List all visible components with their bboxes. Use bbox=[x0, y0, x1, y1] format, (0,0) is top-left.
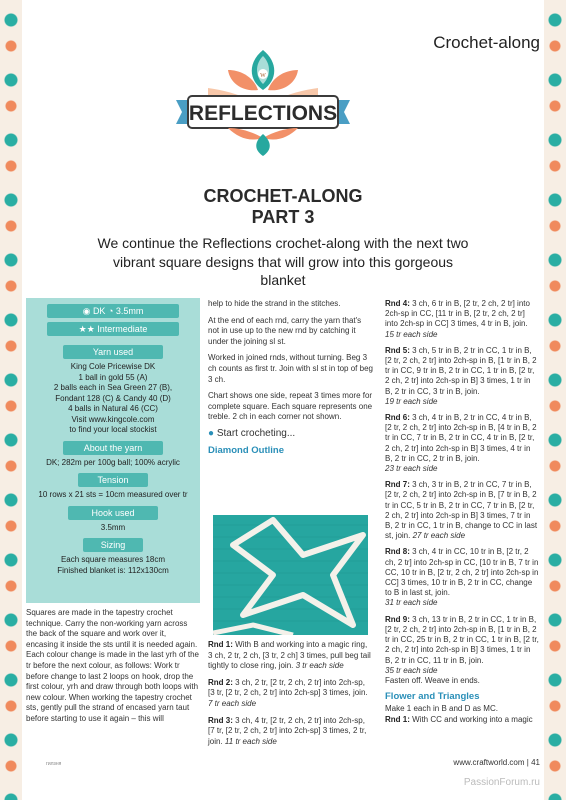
round-9: Rnd 9: 3 ch, 13 tr in B, 2 tr in CC, 1 tr in B, [2 tr, 2 ch, 2 tr] into 2ch-sp in B, [1 tr in B, 2 tr in CC, 25 tr in B, 2 tr in CC, 1 tr in B, [2 tr, 2 ch, 2 tr] into 2ch-sp in B] 3 times, 1 tr in B, 2 tr in CC, 11 tr in B, join. 35 tr each side Fasten off. Weave in ends. bbox=[385, 614, 539, 685]
dk-label: DK bbox=[92, 306, 106, 316]
sizing-line: Finished blanket is: 112x130cm bbox=[57, 565, 169, 575]
column-1 bbox=[26, 608, 200, 731]
column-2 bbox=[208, 299, 373, 462]
level-pill: ★★ Intermediate bbox=[47, 322, 179, 336]
technique-paragraph: Squares are made in the tapestry crochet technique. Carry the non-working yarn across the back of the square and work over it, encasing it inside the sts until it is needed again. Each colour change is made in the last yrh of the tr before the next colour, as follows: Work tr before change to last 2 loops on hook, drop the first colour, yrh and draw through both loops with new colour. When working the tapestry crochet sts, gently pull the strand of encased yarn taut before starting to use it again – this will bbox=[26, 608, 199, 723]
yarn-list bbox=[26, 362, 200, 436]
paragraph: help to hide the strand in the stitches. bbox=[208, 299, 341, 308]
paragraph: Chart shows one side, repeat 3 times more for complete square. Each square represents one treble. 2 ch in each corner not shown. bbox=[208, 391, 373, 422]
page-footer: www.craftworld.com | 41 bbox=[453, 758, 540, 767]
about-yarn-heading: About the yarn bbox=[63, 441, 163, 455]
paragraph: Worked in joined rnds, without turning. Beg 3 ch counts as first tr. Join with sl st in top of beg 3 ch. bbox=[208, 353, 373, 384]
round-1: Rnd 1: With B and working into a magic ring, 3 ch, 2 tr, 2 ch, [3 tr, 2 ch] 3 times, pull beg tail tightly to close ring, join. 3 tr each side bbox=[208, 640, 371, 671]
decorative-border-right bbox=[544, 0, 566, 800]
round-4: Rnd 4: 3 ch, 6 tr in B, [2 tr, 2 ch, 2 tr] into 2ch-sp in CC, [11 tr in B, [2 tr, 2 ch, 2 tr] into 2ch-sp in CC] 3 times, 4 tr in B, join. 15 tr each side bbox=[385, 299, 530, 339]
yarn-line: Visit www.kingcole.com bbox=[71, 414, 155, 424]
yarn-used-heading: Yarn used bbox=[63, 345, 163, 359]
start-crocheting: ● Start crocheting... bbox=[208, 427, 296, 439]
footer-left-text: гилзня bbox=[46, 761, 62, 767]
section-label: Crochet-along bbox=[433, 33, 540, 52]
round-8: Rnd 8: 3 ch, 4 tr in CC, 10 tr in B, [2 tr, 2 ch, 2 tr] into 2ch-sp in CC, [10 tr in B, 7 tr in CC, 10 tr in B, [2 tr, 2 ch, 2 tr] into 2ch-sp in CC] 3 times, 10 tr in B, 2 tr in CC, change to B in last st, join. 31 tr each side bbox=[385, 547, 539, 608]
hook-size-label: 3.5mm bbox=[115, 306, 144, 316]
paragraph: At the end of each rnd, carry the yarn that's not in use up to the new rnd by catching it under the joining sl st. bbox=[208, 315, 362, 346]
yarn-line: King Cole Pricewise DK bbox=[70, 362, 156, 371]
page-number: 41 bbox=[531, 758, 540, 767]
intro-text: We continue the Reflections crochet-along with the next two vibrant square designs that will grow into this gorgeous blanket bbox=[97, 235, 469, 288]
column-2-rounds bbox=[208, 640, 373, 753]
yarn-line: 1 ball in gold 55 (A) bbox=[78, 372, 148, 382]
yarn-line: 4 balls in Natural 46 (CC) bbox=[68, 404, 158, 413]
sizing-line: Each square measures 18cm bbox=[60, 555, 166, 564]
hook-icon: ◔ bbox=[107, 306, 114, 316]
title-line2: PART 3 bbox=[251, 207, 315, 227]
hook-used-text: 3.5mm bbox=[100, 522, 126, 532]
round-5: Rnd 5: 3 ch, 5 tr in B, 2 tr in CC, 1 tr in B, [2 tr, 2 ch, 2 tr] into 2ch-sp in B, [1 tr in B, 2 tr in CC, 9 tr in B, 2 tr in CC, 1 tr in B, [2 tr, 2 ch, 2 tr] into 2ch-sp in B] 3 times, 1 tr in B, 2 tr in CC, 3 tr in B, join. 19 tr each side bbox=[385, 345, 537, 406]
yarn-line: to find your local stockist bbox=[69, 425, 157, 434]
yarn-info-panel bbox=[26, 298, 200, 603]
dk-hook-pill bbox=[47, 304, 179, 318]
flower-round-1: Rnd 1: With CC and working into a magic bbox=[385, 714, 533, 724]
reflections-logo bbox=[168, 42, 358, 157]
logo-wordmark: REFLECTIONS bbox=[188, 102, 338, 125]
svg-text:W: W bbox=[260, 73, 266, 79]
article-title bbox=[0, 186, 566, 228]
about-yarn-text: DK; 282m per 100g ball; 100% acrylic bbox=[46, 457, 180, 467]
title-line1: CROCHET-ALONG bbox=[203, 186, 363, 206]
round-7: Rnd 7: 3 ch, 3 tr in B, 2 tr in CC, 7 tr in B, [2 tr, 2 ch, 2 tr] into 2ch-sp in B, [7 tr in B, 2 tr in CC, 5 tr in B, 2 tr in CC, 7 tr in B, [2 tr, 2 ch, 2 tr] into 2ch-sp in B] 3 times, 7 tr in B, 2 tr in CC, 1 tr in B, change to CC in last st, join. 27 tr each side bbox=[385, 480, 538, 541]
tension-text: 10 rows x 21 sts = 10cm measured over tr bbox=[38, 490, 188, 499]
watermark: PassionForum.ru bbox=[463, 777, 540, 788]
yarn-line: 2 balls each in Sea Green 27 (B), bbox=[53, 383, 173, 392]
hook-used-heading: Hook used bbox=[68, 506, 158, 520]
decorative-border-left bbox=[0, 0, 22, 800]
round-3: Rnd 3: 3 ch, 4 tr, [2 tr, 2 ch, 2 tr] into 2ch-sp, [7 tr, [2 tr, 2 ch, 2 tr] into 2ch-sp] 3 times, 2 tr, join. 11 tr each side bbox=[208, 715, 367, 746]
yarn-line: Fondant 128 (C) & Candy 40 (D) bbox=[55, 393, 171, 403]
flower-triangles-heading: Flower and Triangles bbox=[385, 691, 480, 703]
diamond-outline-heading: Diamond Outline bbox=[208, 444, 284, 456]
yarn-ball-icon: ◉ bbox=[82, 306, 91, 316]
footer-url: www.craftworld.com bbox=[453, 758, 525, 767]
diamond-square-photo bbox=[213, 515, 368, 635]
column-3 bbox=[385, 299, 540, 731]
round-6: Rnd 6: 3 ch, 4 tr in B, 2 tr in CC, 4 tr in B, [2 tr, 2 ch, 2 tr] into 2ch-sp in B, [4 tr in B, 2 tr in CC, 7 tr in B, 2 tr in CC, 4 tr in B, [2 tr, 2 ch, 2 tr] into 2ch-sp in B] 3 times, 4 tr in B, 2 tr in CC, 2 tr in B, join. 23 tr each side bbox=[385, 413, 537, 474]
sizing-heading: Sizing bbox=[83, 538, 143, 552]
yarn-ball-icon: ● bbox=[208, 427, 215, 439]
tension-heading: Tension bbox=[78, 473, 148, 487]
flower-intro: Make 1 each in B and D as MC. bbox=[385, 704, 498, 714]
round-2: Rnd 2: 3 ch, 2 tr, [2 tr, 2 ch, 2 tr] into 2ch-sp, [3 tr, [2 tr, 2 ch, 2 tr] into 2ch-sp] 3 times, join. 7 tr each side bbox=[208, 677, 368, 708]
